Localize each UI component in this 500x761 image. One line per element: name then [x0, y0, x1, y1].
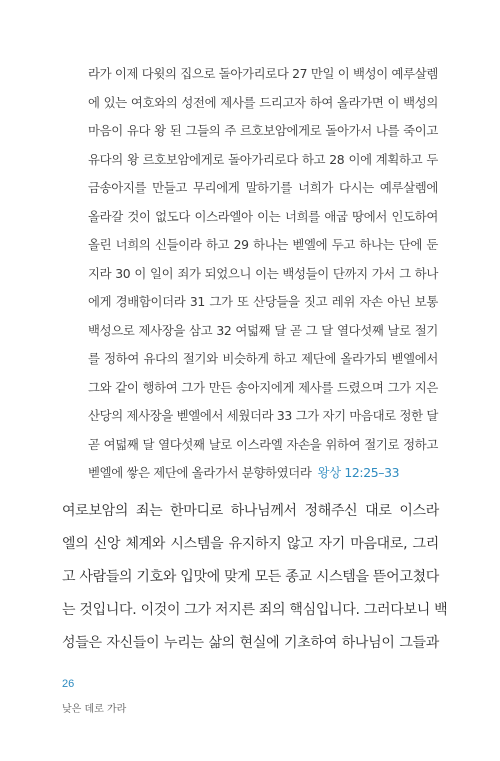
body-line: 고 사람들의 기호와 입맛에 맞게 모든 종교 시스템을 뜯어고쳤다	[62, 569, 440, 585]
body-text	[62, 495, 448, 660]
quote-line: 지라 30 이 일이 죄가 되었으니 이는 백성들이 단까지 가서 그 하나	[88, 265, 438, 281]
quote-line: 그와 같이 행하여 그가 만든 송아지에게 제사를 드렸으며 그가 지은	[88, 379, 438, 395]
quote-line: 곧 여덟째 달 열다섯째 날로 이스라엘 자손을 위하여 절기로 정하고	[88, 436, 438, 452]
quote-line: 금송아지를 만들고 무리에게 말하기를 너희가 다시는 예루살렘에	[88, 180, 438, 195]
quote-line: 유다의 왕 르호보암에게로 돌아가리로다 하고 28 이에 계획하고 두	[88, 151, 438, 167]
body-line: 성들은 자신들이 누리는 삶의 현실에 기초하여 하나님이 그들과	[62, 635, 439, 651]
body-line: 는 것입니다. 이것이 그가 저지른 죄의 핵심입니다. 그러다보니 백	[62, 602, 448, 618]
quote-line: 를 정하여 유다의 절기와 비슷하게 하고 제단에 올라가되 벧엘에서	[88, 351, 438, 366]
quote-line-last	[88, 459, 438, 488]
quote-line: 올린 너희의 신들이라 하고 29 하나는 벧엘에 두고 하나는 단에 둔	[88, 237, 438, 252]
quote-line: 라가 이제 다윗의 집으로 돌아가리로다 27 만일 이 백성이 예루살렘	[88, 66, 438, 81]
quote-line: 산당의 제사장을 벧엘에서 세웠더라 33 그가 자기 마음대로 정한 달	[88, 408, 438, 423]
quote-line: 백성으로 제사장을 삼고 32 여덟째 달 곧 그 달 열다섯째 날로 절기	[88, 322, 438, 338]
body-line: 여로보암의 죄는 한마디로 하나님께서 정해주신 대로 이스라	[62, 503, 439, 519]
running-title: 낮은 데로 가라	[62, 704, 127, 715]
body-line: 엘의 신앙 체계와 시스템을 유지하지 않고 자기 마음대로, 그리	[62, 536, 439, 552]
quote-line: 에 있는 여호와의 성전에 제사를 드리고자 하여 올라가면 이 백성의	[88, 94, 438, 110]
page-number: 26	[62, 678, 75, 690]
quote-line: 마음이 유다 왕 된 그들의 주 르호보암에게로 돌아가서 나를 죽이고	[88, 123, 438, 138]
quote-line: 에게 경배함이더라 31 그가 또 산당들을 짓고 레위 자손 아닌 보통	[88, 294, 438, 309]
scripture-quote	[88, 60, 438, 488]
scripture-citation: 왕상 12:25–33	[317, 465, 400, 480]
quote-line: 올라갈 것이 없도다 이스라엘아 이는 너희를 애굽 땅에서 인도하여	[88, 208, 438, 224]
quote-line-text: 벧엘에 쌓은 제단에 올라가서 분향하였더라	[88, 465, 312, 480]
